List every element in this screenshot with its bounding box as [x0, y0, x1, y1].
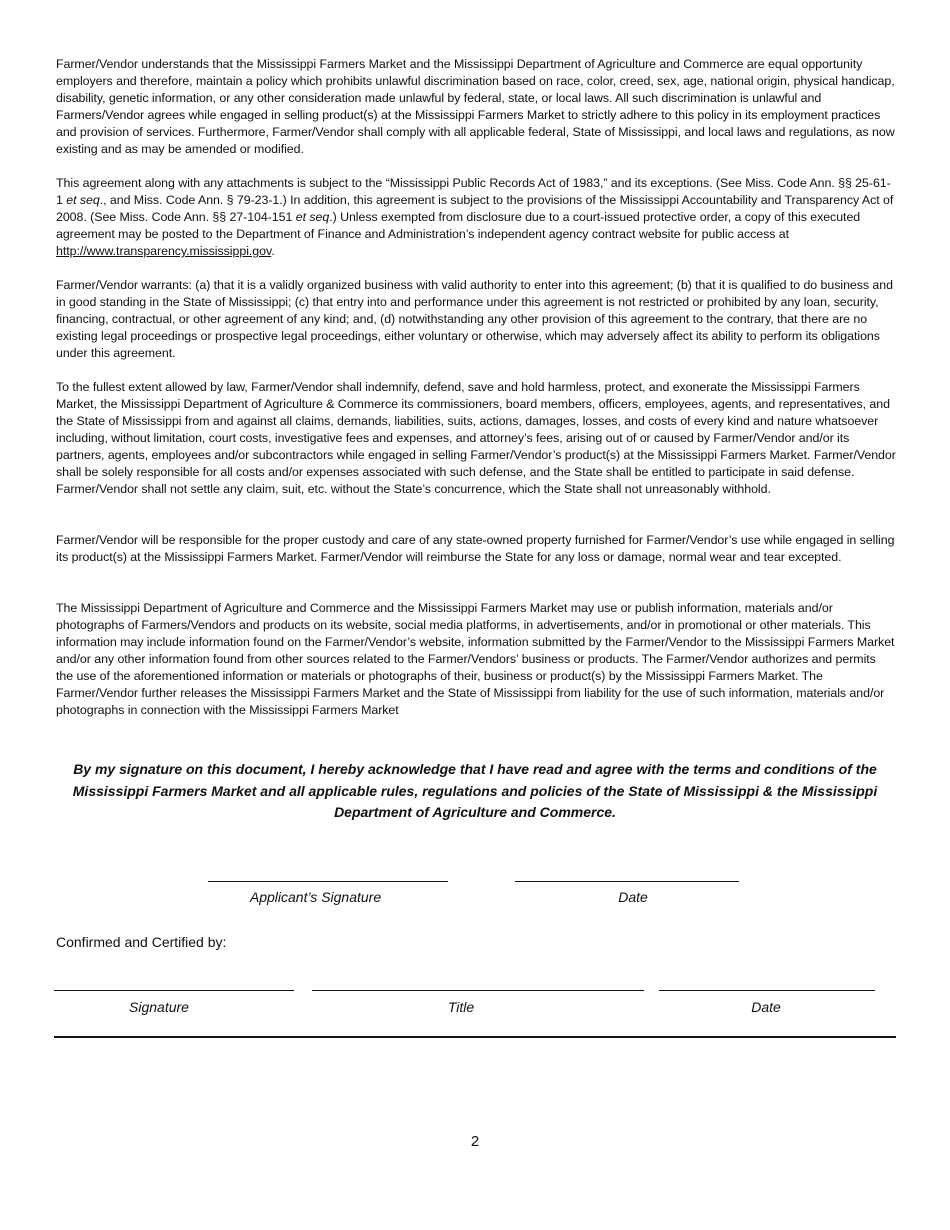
public-records-paragraph — [56, 175, 896, 260]
et-seq-italic-1: et seq — [66, 193, 100, 207]
section-divider — [54, 1036, 896, 1038]
public-records-text-d: . — [271, 244, 275, 258]
transparency-website-link[interactable]: http://www.transparency.mississippi.gov — [56, 244, 272, 258]
certifier-date-label: Date — [751, 999, 781, 1015]
publicity-paragraph: The Mississippi Department of Agriculture and Commerce and the Mississippi Farmers Market may use or publish information, materials and/or photographs of Farmers/Vendors and products on its website, social media platforms, in advertisements, and/or in promotional or other materials. This information may include information found on the Farmer/Vendor’s website, information submitted by the Farmer/Vendor to the Mississippi Farmers Market and/or any other information found from other sources related to the Farmer/Vendors’ business or products. The Farmer/Vendor authorizes and permits the use of the aforementioned information or materials or photographs of their, business or product(s) by the Mississippi Farmers Market. The Farmer/Vendor further releases the Mississippi Farmers Market and the State of Mississippi from liability for the use of such information, materials and/or photographs in connection with the Mississippi Farmers Market — [56, 601, 895, 717]
et-seq-italic-2: et seq — [295, 210, 330, 224]
applicant-date-label: Date — [618, 889, 648, 905]
public-records-text-a: This agreement along with any attachments is subject to the “Mississippi Public Records Act of 1983,” and its exceptions. (See Miss. Code Ann. §§ 25-61-1 — [56, 176, 891, 207]
certifier-signature-line[interactable] — [54, 990, 294, 991]
certifier-title-label: Title — [447, 999, 475, 1015]
applicant-date-line[interactable] — [515, 881, 739, 882]
certifier-date-line[interactable] — [659, 990, 875, 991]
applicant-signature-label: Applicant’s Signature — [249, 889, 382, 905]
indemnification-paragraph: To the fullest extent allowed by law, Farmer/Vendor shall indemnify, defend, save and hold harmless, protect, and exonerate the Mississippi Farmers Market, the Mississippi Department of Agriculture & Commerce its commissioners, board members, officers, employees, agents, and representatives, and the State of Mississippi from and against all claims, demands, liabilities, suits, actions, damages, losses, and costs of every kind and nature whatsoever including, without limitation, court costs, investigative fees and expenses, and attorney’s fees, arising out of or caused by Farmer/Vendor and/or its partners, agents, employees and/or subcontractors while engaged in selling Farmer/Vendor’s product(s) at the Mississippi Farmers Market. Farmer/Vendor shall be solely responsible for all costs and/or expenses associated with such defense, and the State shall be entitled to participate in said defense. Farmer/Vendor shall not settle any claim, suit, etc. without the State’s concurrence, which the State shall not unreasonably withhold. — [56, 380, 896, 496]
page-number: 2 — [470, 1133, 480, 1150]
state-property-paragraph: Farmer/Vendor will be responsible for the proper custody and care of any state-owned property furnished for Farmer/Vendor’s use while engaged in selling its product(s) at the Mississippi Farmers Market. Farmer/Vendor will reimburse the State for any loss or damage, normal wear and tear excepted. — [56, 533, 895, 564]
acknowledgement-statement: By my signature on this document, I hereby acknowledge that I have read and agree with the terms and conditions of the Mississippi Farmers Market and all applicable rules, regulations and policies of the State of Mississippi & the Mississippi Department of Agriculture and Commerce. — [72, 761, 878, 820]
certifier-title-line[interactable] — [312, 990, 644, 991]
certifier-signature-label: Signature — [129, 999, 189, 1015]
equal-opportunity-paragraph: Farmer/Vendor understands that the Mississippi Farmers Market and the Mississippi Department of Agriculture and Commerce are equal opportunity employers and therefore, maintain a policy which prohibits unlawful discrimination based on race, color, creed, sex, age, national origin, physical handicap, disability, genetic information, or any other consideration made unlawful by federal, state, or local laws. All such discrimination is unlawful and Farmers/Vendor agrees while engaged in selling product(s) at the Mississippi Farmers Market to strictly adhere to this policy in its employment practices and provision of services. Furthermore, Farmer/Vendor shall comply with all applicable federal, State of Mississippi, and local laws and regulations, as now existing and as may be amended or modified. — [56, 57, 895, 156]
warranties-paragraph: Farmer/Vendor warrants: (a) that it is a validly organized business with valid authority to enter into this agreement; (b) that it is qualified to do business and in good standing in the State of Mississippi; (c) that entry into and performance under this agreement is not restricted or prohibited by any loan, security, financing, contractual, or other agreement of any kind; and, (d) notwithstanding any other provision of this agreement to the contrary, that there are no existing legal proceedings or prospective legal proceedings, either voluntary or otherwise, which may adversely affect its ability to perform its obligations under this agreement. — [56, 278, 893, 360]
public-records-text-c: .) Unless exempted from disclosure due to a court-issued protective order, a copy of this executed agreement may be posted to the Department of Finance and Administration’s independent agency contract website for public access at — [56, 210, 861, 241]
applicant-signature-line[interactable] — [208, 881, 448, 882]
public-records-text-b: ., and Miss. Code Ann. § 79-23-1.) In addition, this agreement is subject to the provisions of the Mississippi Accountability and Transparency Act of 2008. (See Miss. Code Ann. §§ 27-104-151 — [56, 193, 894, 224]
confirmed-certified-label: Confirmed and Certified by: — [56, 934, 227, 950]
